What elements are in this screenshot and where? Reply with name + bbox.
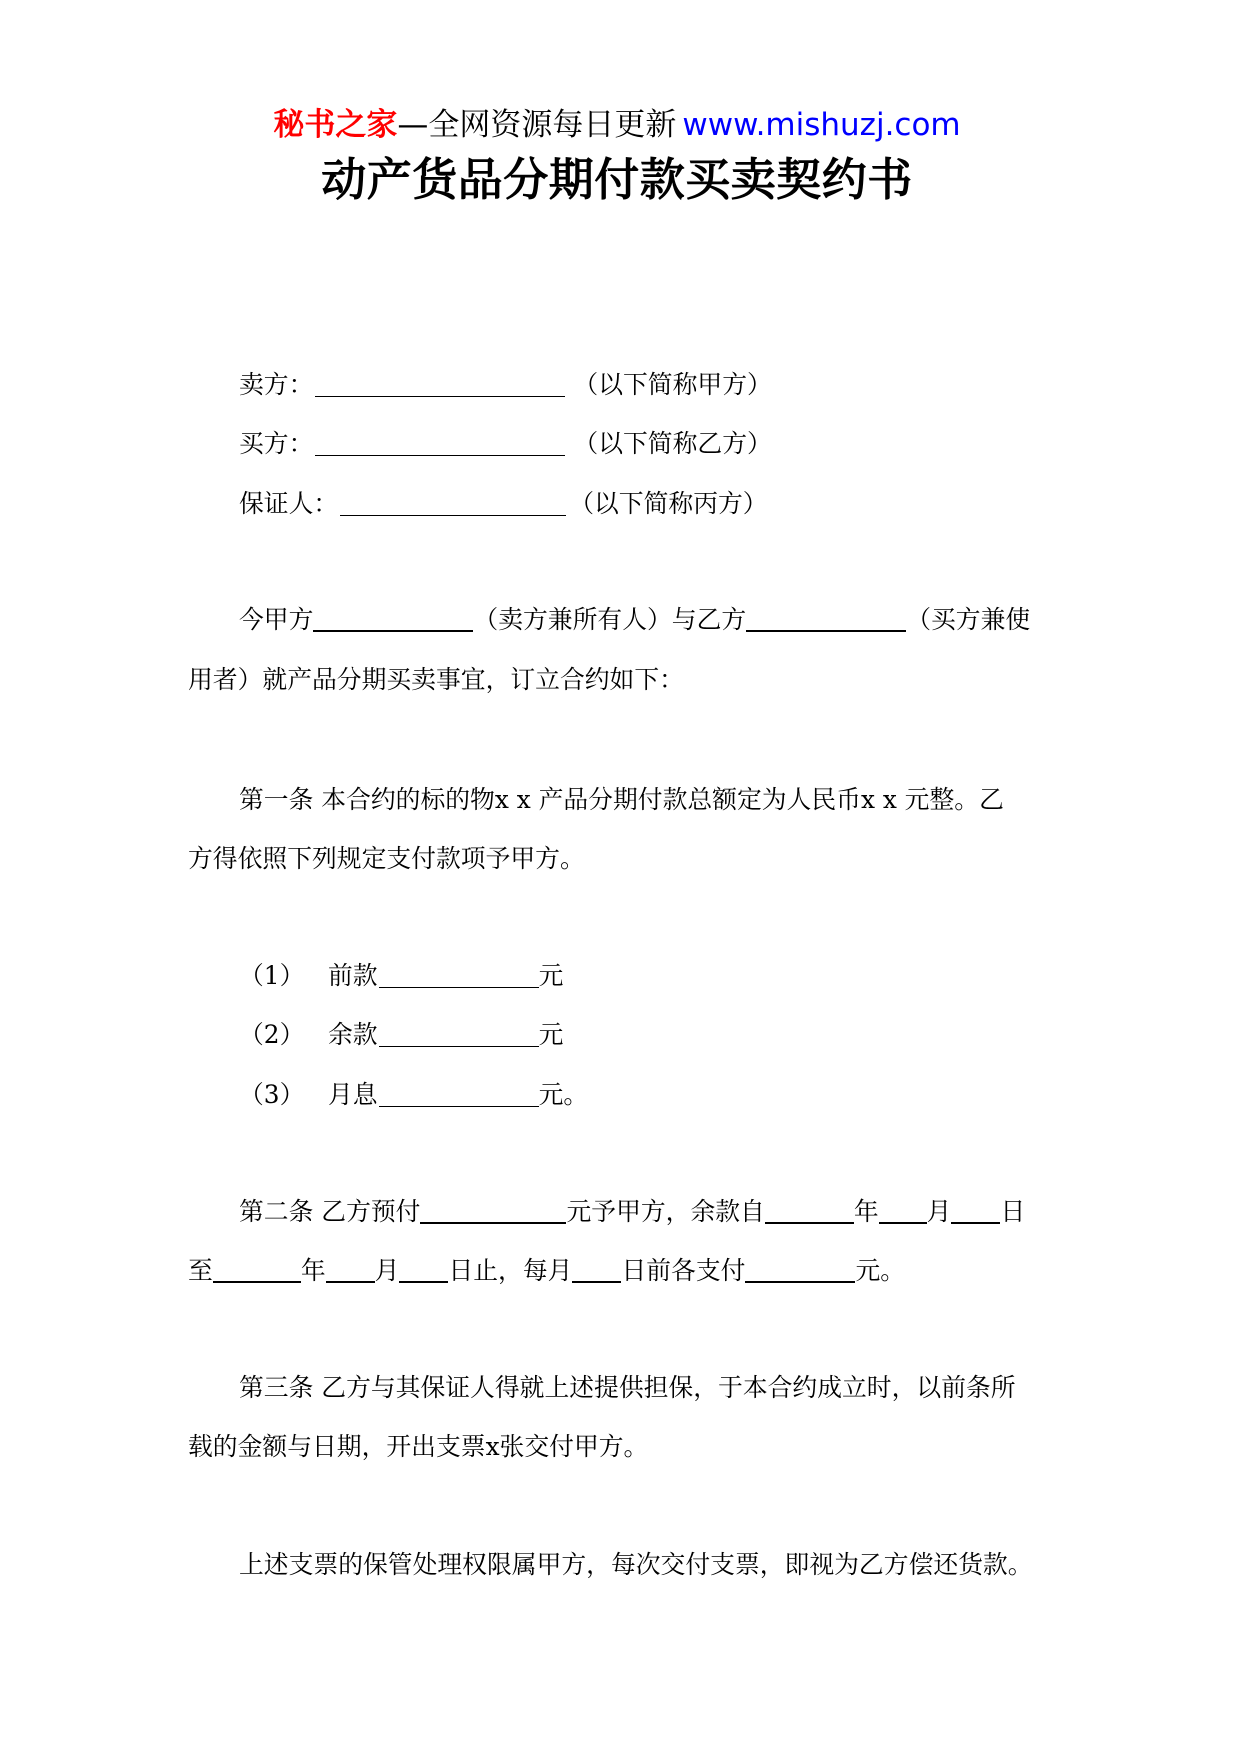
monthly-amount-blank: [745, 1255, 855, 1283]
article-2-text: 月: [374, 1256, 400, 1285]
intro-line-2: [188, 662, 684, 698]
payment-item-unit: 元: [538, 961, 564, 990]
start-month-blank: [879, 1196, 927, 1224]
article-2-text: 日前各支付: [621, 1256, 746, 1285]
site-header: [0, 105, 1234, 145]
buyer-label: 买方：: [239, 429, 314, 458]
intro-line-1: [239, 602, 1030, 638]
guarantor-note: （以下简称丙方）: [569, 489, 768, 518]
article-2-text: 至: [188, 1256, 213, 1285]
payment-item-number: （1）: [239, 961, 305, 990]
seller-label: 卖方：: [239, 370, 314, 399]
intro-text: （卖方兼所有人）与乙方: [473, 605, 747, 634]
site-tagline: —全网资源每日更新: [397, 107, 677, 143]
article-2-text: 月: [926, 1197, 952, 1226]
guarantor-line: [239, 486, 768, 522]
guarantor-label: 保证人：: [239, 489, 339, 518]
article-2-text: 元予甲方，余款自: [566, 1197, 765, 1226]
article-2-text: 第二条 乙方预付: [239, 1197, 421, 1226]
buyer-name-blank: [315, 429, 565, 456]
article-3-line-2: 载的金额与日期，开出支票x张交付甲方。: [188, 1432, 649, 1461]
payment-amount-blank: [379, 961, 539, 988]
buyer-blank: [746, 604, 906, 632]
article-3-line-1: 第三条 乙方与其保证人得就上述提供担保，于本合约成立时，以前条所: [239, 1373, 1016, 1402]
closing-paragraph: 上述支票的保管处理权限属甲方，每次交付支票，即视为乙方偿还货款。: [239, 1550, 1033, 1579]
document-title: 动产货品分期付款买卖契约书: [321, 153, 913, 206]
start-year-blank: [765, 1196, 854, 1224]
buyer-note: （以下简称乙方）: [573, 429, 772, 458]
article-2-text: 元。: [855, 1256, 906, 1285]
article-2-line-1: [239, 1194, 1025, 1230]
payment-item: [239, 958, 563, 994]
payment-item-label: 月息: [328, 1080, 378, 1109]
seller-note: （以下简称甲方）: [573, 370, 772, 399]
site-brand: 秘书之家: [273, 107, 398, 143]
article-1-line-2: 方得依照下列规定支付款项予甲方。: [188, 844, 585, 873]
start-day-blank: [951, 1196, 1000, 1224]
payment-item: [239, 1017, 563, 1053]
payment-amount-blank: [379, 1020, 539, 1047]
payment-item: [239, 1077, 588, 1113]
down-payment-blank: [420, 1196, 566, 1224]
article-1-line-1: 第一条 本合约的标的物x x 产品分期付款总额定为人民币x x 元整。乙: [239, 785, 1004, 814]
seller-name-blank: [315, 370, 565, 397]
seller-line: [239, 367, 772, 403]
article-2-text: 日: [1000, 1197, 1026, 1226]
article-2-text: 年: [853, 1197, 879, 1226]
end-month-blank: [326, 1255, 375, 1283]
article-2-text: 日止，每月: [448, 1256, 573, 1285]
monthly-due-day-blank: [572, 1255, 621, 1283]
payment-item-number: （3）: [239, 1080, 305, 1109]
end-day-blank: [399, 1255, 448, 1283]
payment-item-label: 前款: [328, 961, 378, 990]
guarantor-name-blank: [340, 489, 566, 516]
intro-text: 用者）就产品分期买卖事宜，订立合约如下：: [188, 665, 684, 694]
seller-blank: [313, 604, 473, 632]
intro-text: 今甲方: [239, 605, 314, 634]
intro-text: （买方兼使: [906, 605, 1031, 634]
payment-item-label: 余款: [328, 1020, 378, 1049]
payment-item-number: （2）: [239, 1020, 305, 1049]
payment-item-unit: 元: [538, 1020, 564, 1049]
payment-item-unit: 元。: [538, 1080, 589, 1109]
article-2-text: 年: [300, 1256, 326, 1285]
site-url: www.mishuzj.com: [682, 107, 961, 143]
buyer-line: [239, 426, 772, 462]
article-2-line-2: [188, 1253, 905, 1289]
payment-amount-blank: [379, 1080, 539, 1107]
end-year-blank: [213, 1255, 301, 1283]
